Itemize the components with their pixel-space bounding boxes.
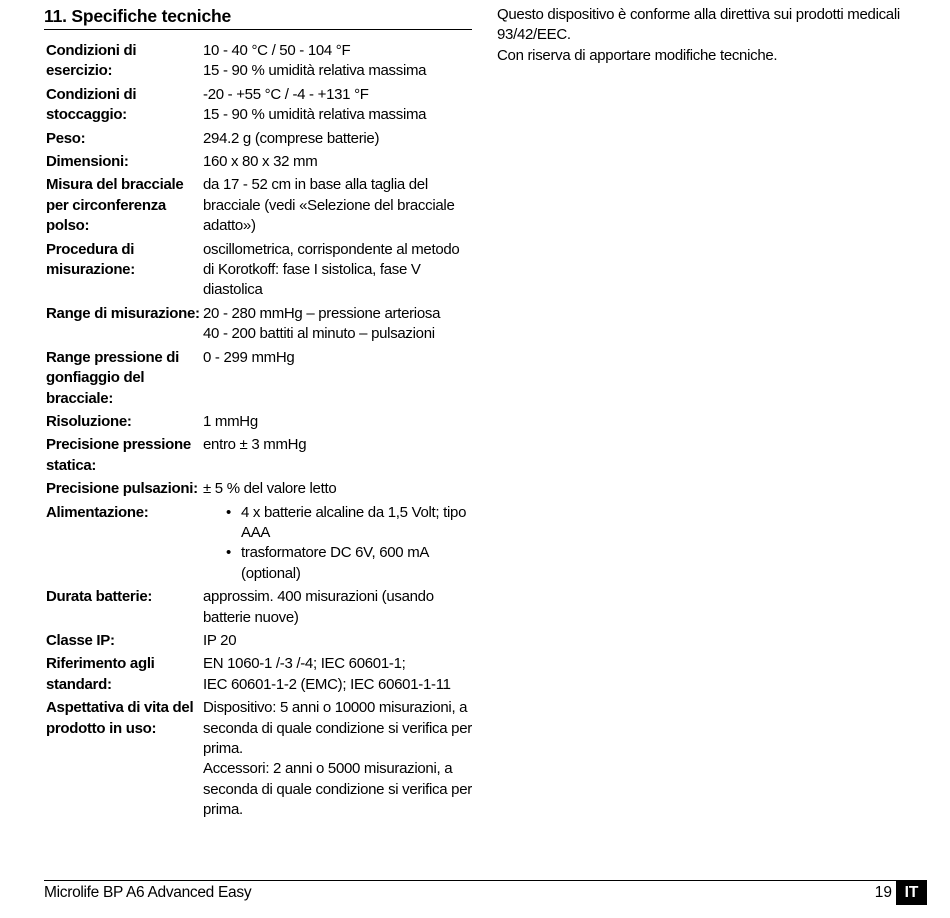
spec-value-line: 0 - 299 mmHg xyxy=(203,348,295,366)
spec-row xyxy=(44,698,472,823)
spec-label: Peso: xyxy=(46,129,86,147)
spec-value xyxy=(203,654,472,698)
modification-note: Con riserva di apportare modifiche tecniche. xyxy=(497,46,778,64)
spec-value-line: 10 - 40 °C / 50 - 104 °F xyxy=(203,42,351,59)
spec-label: Alimentazione: xyxy=(46,503,149,521)
spec-bullet-item xyxy=(203,543,472,584)
spec-value-line: IEC 60601-1-2 (EMC); IEC 60601-1-11 xyxy=(203,675,451,693)
spec-value-line: Accessori: 2 anni o 5000 misurazioni, a seconda di quale condizione si verifica per prima. xyxy=(203,760,472,819)
spec-value-line: approssim. 400 misurazioni (usando batterie nuove) xyxy=(203,588,434,626)
spec-value xyxy=(203,435,472,479)
compliance-paragraph: Questo dispositivo è conforme alla direttiva sui prodotti medicali 93/42/EEC. xyxy=(497,6,900,44)
spec-row xyxy=(44,41,472,85)
spec-value xyxy=(203,304,472,348)
spec-label: Range di misurazione: xyxy=(46,304,200,322)
spec-label: Range pressione di gonfiaggio del bracciale: xyxy=(46,348,179,407)
spec-row xyxy=(44,129,472,152)
spec-value xyxy=(203,503,472,588)
spec-row xyxy=(44,240,472,304)
spec-value xyxy=(203,698,472,823)
spec-value-line: 294.2 g (comprese batterie) xyxy=(203,129,380,147)
spec-value-line: ± 5 % del valore letto xyxy=(203,480,337,498)
spec-value-line: 40 - 200 battiti al minuto – pulsazioni xyxy=(203,325,435,343)
spec-row xyxy=(44,479,472,502)
page-number: 19 xyxy=(874,884,892,901)
spec-row xyxy=(44,435,472,479)
spec-value-line: entro ± 3 mmHg xyxy=(203,436,307,454)
spec-value xyxy=(203,175,472,239)
spec-value-line: 160 x 80 x 32 mm xyxy=(203,153,318,171)
spec-row xyxy=(44,503,472,588)
spec-value-line: -20 - +55 °C / -4 - +131 °F xyxy=(203,85,369,103)
spec-row xyxy=(44,412,472,435)
spec-label: Riferimento agli standard: xyxy=(46,655,155,693)
spec-label: Precisione pulsazioni: xyxy=(46,480,198,498)
spec-table xyxy=(44,41,472,824)
spec-bullet-text: trasformatore DC 6V, 600 mA (optional) xyxy=(241,544,429,582)
footer-divider xyxy=(44,880,927,881)
spec-value-line: EN 1060-1 /-3 /-4; IEC 60601-1; xyxy=(203,655,406,673)
language-badge: IT xyxy=(896,881,927,905)
spec-value xyxy=(203,479,472,502)
spec-value-line: 15 - 90 % umidità relativa massima xyxy=(203,106,427,124)
bullet-icon: • xyxy=(226,544,231,562)
spec-bullet-list xyxy=(203,503,472,585)
spec-row xyxy=(44,587,472,631)
spec-label: Misura del bracciale per circonferenza polso: xyxy=(46,176,184,235)
spec-value-line: oscillometrica, corrispondente al metodo di Korotkoff: fase I sistolica, fase V diastolica xyxy=(203,240,460,299)
spec-label: Durata batterie: xyxy=(46,588,153,606)
spec-value-line: Dispositivo: 5 anni o 10000 misurazioni, a seconda di quale condizione si verifica per prima. xyxy=(203,699,472,757)
spec-value xyxy=(203,412,472,435)
spec-label: Procedura di misurazione: xyxy=(46,240,135,279)
spec-row xyxy=(44,152,472,175)
spec-value-line: IP 20 xyxy=(203,631,237,649)
spec-value xyxy=(203,348,472,412)
spec-bullet-item xyxy=(203,503,472,544)
spec-value-line: 15 - 90 % umidità relativa massima xyxy=(203,62,427,80)
spec-table-body xyxy=(44,41,472,824)
spec-bullet-text: 4 x batterie alcaline da 1,5 Volt; tipo AAA xyxy=(241,503,467,541)
spec-value xyxy=(203,85,472,129)
spec-value xyxy=(203,240,472,304)
footer-product-name: Microlife BP A6 Advanced Easy xyxy=(44,884,252,901)
spec-row xyxy=(44,654,472,698)
spec-value-line: da 17 - 52 cm in base alla taglia del bracciale (vedi «Selezione del bracciale adatto») xyxy=(203,176,455,235)
spec-row xyxy=(44,304,472,348)
spec-label: Dimensioni: xyxy=(46,153,129,171)
spec-value xyxy=(203,587,472,631)
spec-value xyxy=(203,41,472,85)
spec-row xyxy=(44,348,472,412)
section-title: 11. Specifiche tecniche xyxy=(44,6,232,26)
bullet-icon: • xyxy=(226,503,231,521)
spec-value xyxy=(203,631,472,654)
spec-row xyxy=(44,631,472,654)
spec-value xyxy=(203,129,472,152)
spec-row xyxy=(44,85,472,129)
title-divider xyxy=(44,29,472,30)
spec-label: Classe IP: xyxy=(46,631,115,649)
compliance-notes xyxy=(497,5,927,66)
spec-row xyxy=(44,175,472,239)
spec-label: Aspettativa di vita del prodotto in uso: xyxy=(46,699,194,737)
spec-label: Condizioni di esercizio: xyxy=(46,42,137,80)
spec-value-line: 1 mmHg xyxy=(203,412,258,430)
spec-value-line: 20 - 280 mmHg – pressione arteriosa xyxy=(203,304,441,322)
spec-label: Condizioni di stoccaggio: xyxy=(46,85,137,124)
spec-label: Precisione pressione statica: xyxy=(46,436,191,474)
spec-label: Risoluzione: xyxy=(46,412,132,430)
spec-value xyxy=(203,152,472,175)
